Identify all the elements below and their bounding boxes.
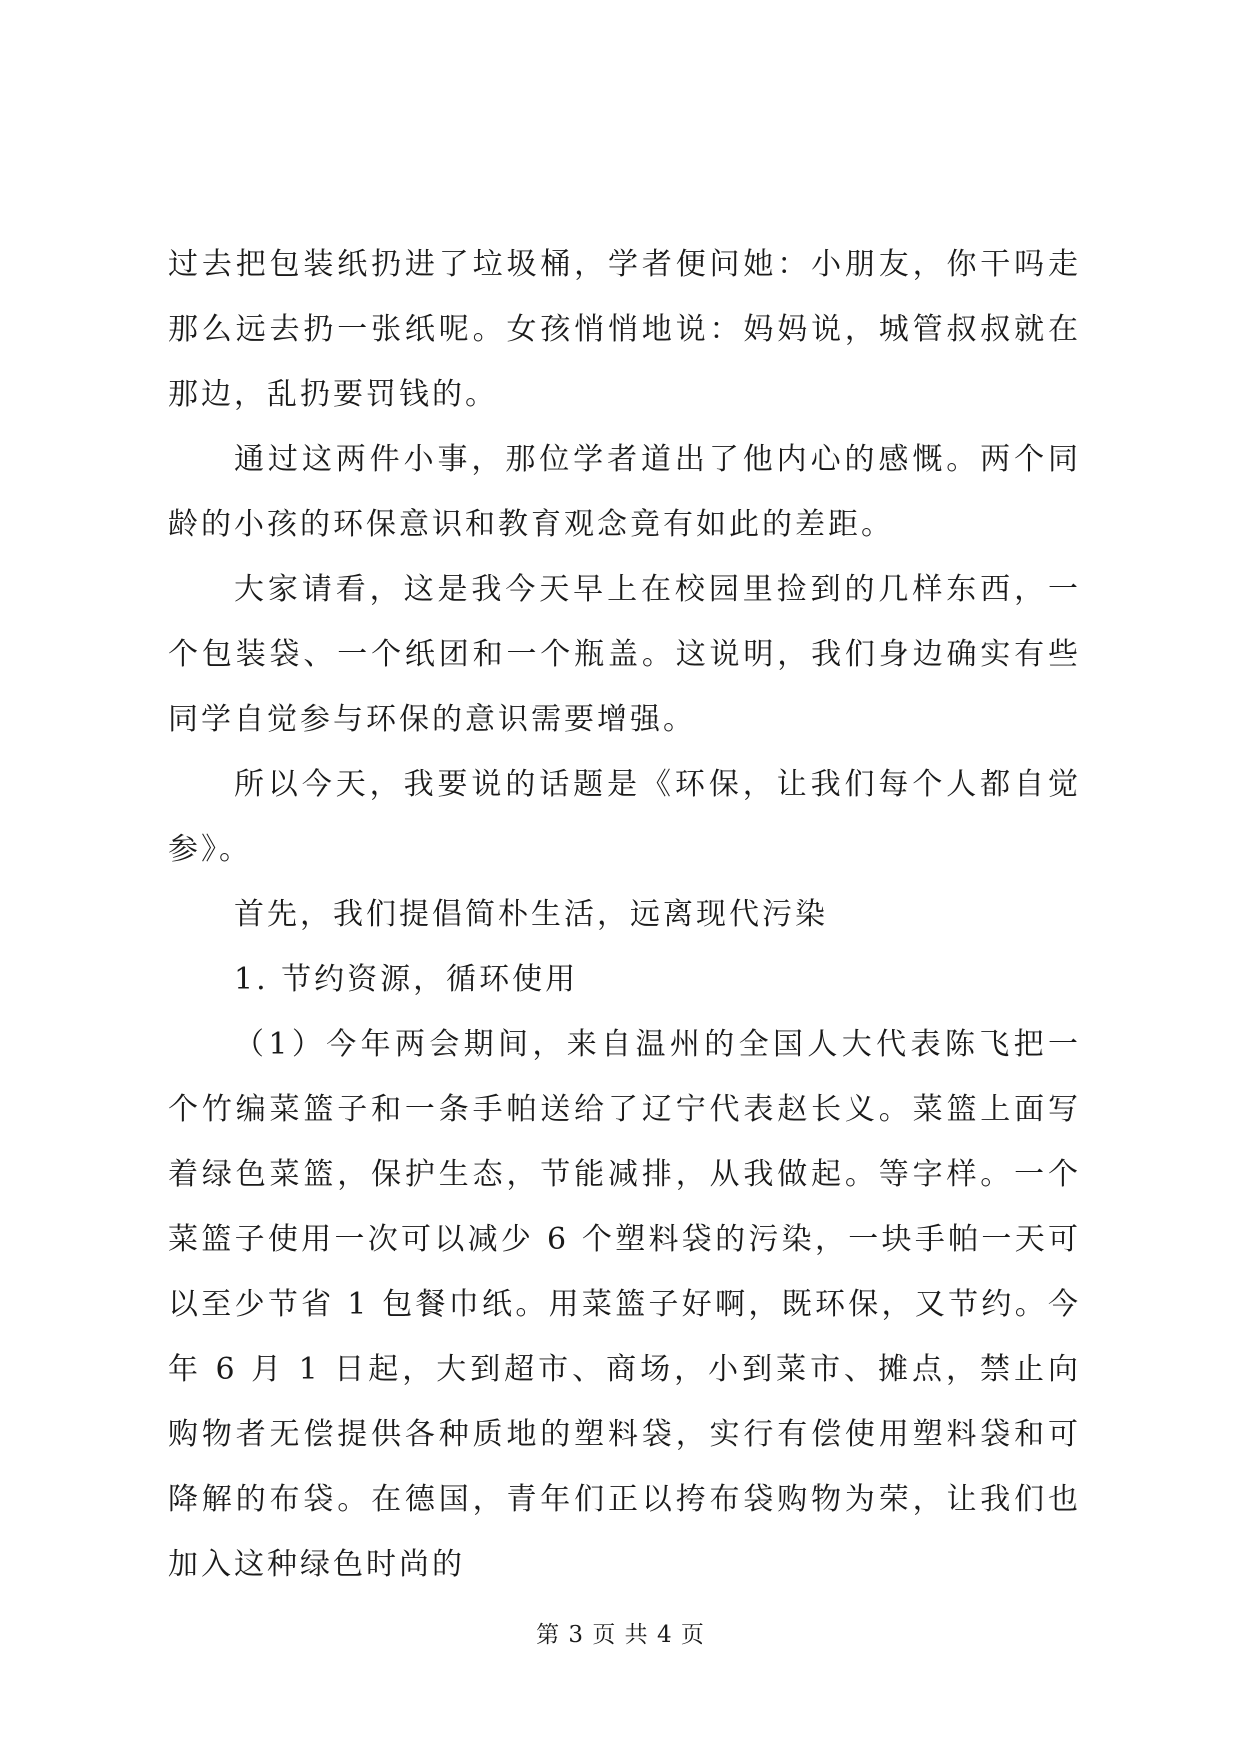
paragraph-campus-items: 大家请看，这是我今天早上在校园里捡到的几样东西，一个包装袋、一个纸团和一个瓶盖。这说明，我们身边确实有些同学自觉参与环保的意识需要增强。 xyxy=(168,572,1081,737)
paragraph-item-1: （1）今年两会期间，来自温州的全国人大代表陈飞把一个竹编菜篮子和一条手帕送给了辽宁代表赵长义。菜篮上面写着绿色菜篮，保护生态，节能减排，从我做起。等字样。一个菜篮子使用一次可以减少 6 个塑料袋的污染，一块手帕一天可以至少节省 1 包餐巾纸。用菜篮子好啊，既环保，又节约。今年 6 月 1 日起，大到超市、商场，小到菜市、摊点，禁止向购物者无偿提供各种质地的塑料袋，实行有偿使用塑料袋和可降解的布袋。在德国，青年们正以挎布袋购物为荣，让我们也加入这种绿色时尚的 xyxy=(168,1027,1081,1582)
paragraph-topic: 所以今天，我要说的话题是《环保，让我们每个人都自觉参》。 xyxy=(168,767,1081,867)
section-heading: 首先，我们提倡简朴生活，远离现代污染 xyxy=(234,897,828,932)
paragraph-continuation: 过去把包装纸扔进了垃圾桶，学者便问她：小朋友，你干吗走那么远去扔一张纸呢。女孩悄悄地说：妈妈说，城管叔叔就在那边，乱扔要罚钱的。 xyxy=(168,247,1081,412)
document-body xyxy=(168,232,1081,1597)
page-footer: 第 3 页 共 4 页 xyxy=(536,1622,705,1648)
paragraph-reflection: 通过这两件小事，那位学者道出了他内心的感慨。两个同龄的小孩的环保意识和教育观念竟有如此的差距。 xyxy=(168,442,1081,542)
subsection-heading: 1. 节约资源，循环使用 xyxy=(234,962,579,997)
